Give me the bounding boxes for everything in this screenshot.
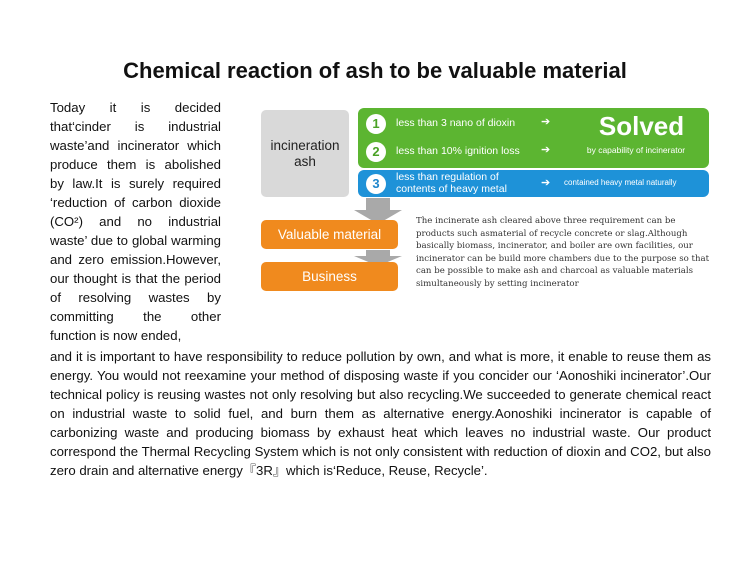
bottom-paragraph: and it is important to have responsibility to reduce pollution by own, and what is more, it enable to reuse them as energy. You would not reexamine your method of disposing waste if you concider our ‘Aonoshiki incinerator’.Our technical policy is reusing wastes not only resolving but also recycling.We succeeded to generate chemical react on industrial waste to solid fuel, and burn them as alternative energy.Aonoshiki incinerator is capable of carbonizing waste and producing biomass by exhaust heat which leaves no industrial waste. Our product correspond the Thermal Recycling System which is not only consistent with reduction of dioxin and CO2, but also zero drain and alternative energy『3R』which is‘Reduce, Reuse, Recycle’. [50, 349, 711, 478]
arrow-right-icon: ➔ [541, 177, 551, 189]
step-2-text: less than 10% ignition loss [396, 145, 520, 157]
page-title: Chemical reaction of ash to be valuable material [123, 58, 627, 83]
step-3-number: 3 [366, 174, 386, 194]
heavy-metal-note: contained heavy metal naturally [564, 178, 677, 187]
left-paragraph [50, 98, 221, 345]
step-3-text-line1: less than regulation of [396, 171, 499, 183]
incineration-ash-label: incineration ash [270, 137, 340, 169]
process-diagram [258, 106, 710, 298]
solved-heading: Solved [598, 111, 685, 141]
arrow-right-icon: ➔ [541, 116, 551, 128]
step-1-number: 1 [366, 114, 386, 134]
step-1-text: less than 3 nano of dioxin [396, 117, 516, 129]
arrow-right-icon: ➔ [541, 144, 551, 156]
business-box [261, 262, 398, 291]
business-label: Business [302, 269, 357, 284]
valuable-material-label: Valuable material [277, 227, 382, 242]
diagram-description: The incinerate ash cleared above three requirement can be products such asmaterial of recycle concrete or slag.Although basically biomass, incinerator, and boiler are own facilities, our incinerator can be build more chambers due to the purpose so that can be possible to make ash and charcoal as valuable materials simultaneously by setting incinerator [416, 216, 710, 289]
solved-subtitle: by capability of incinerator [586, 145, 686, 155]
valuable-material-box [261, 220, 398, 249]
left-paragraph-text: Today it is decided that‘cinder is industrial waste’and incinerator which produce them is abolished by law.It is surely required ‘reduction of carbon dioxide (CO²) and no industrial waste’ due to global warming and zero emission.However, our thought is that the period of resolving wastes by committing the other [50, 100, 221, 324]
step-2-number: 2 [366, 142, 386, 162]
step-3-text-line2: contents of heavy metal [396, 183, 507, 195]
left-paragraph-last-line: function is now ended, [50, 328, 182, 343]
